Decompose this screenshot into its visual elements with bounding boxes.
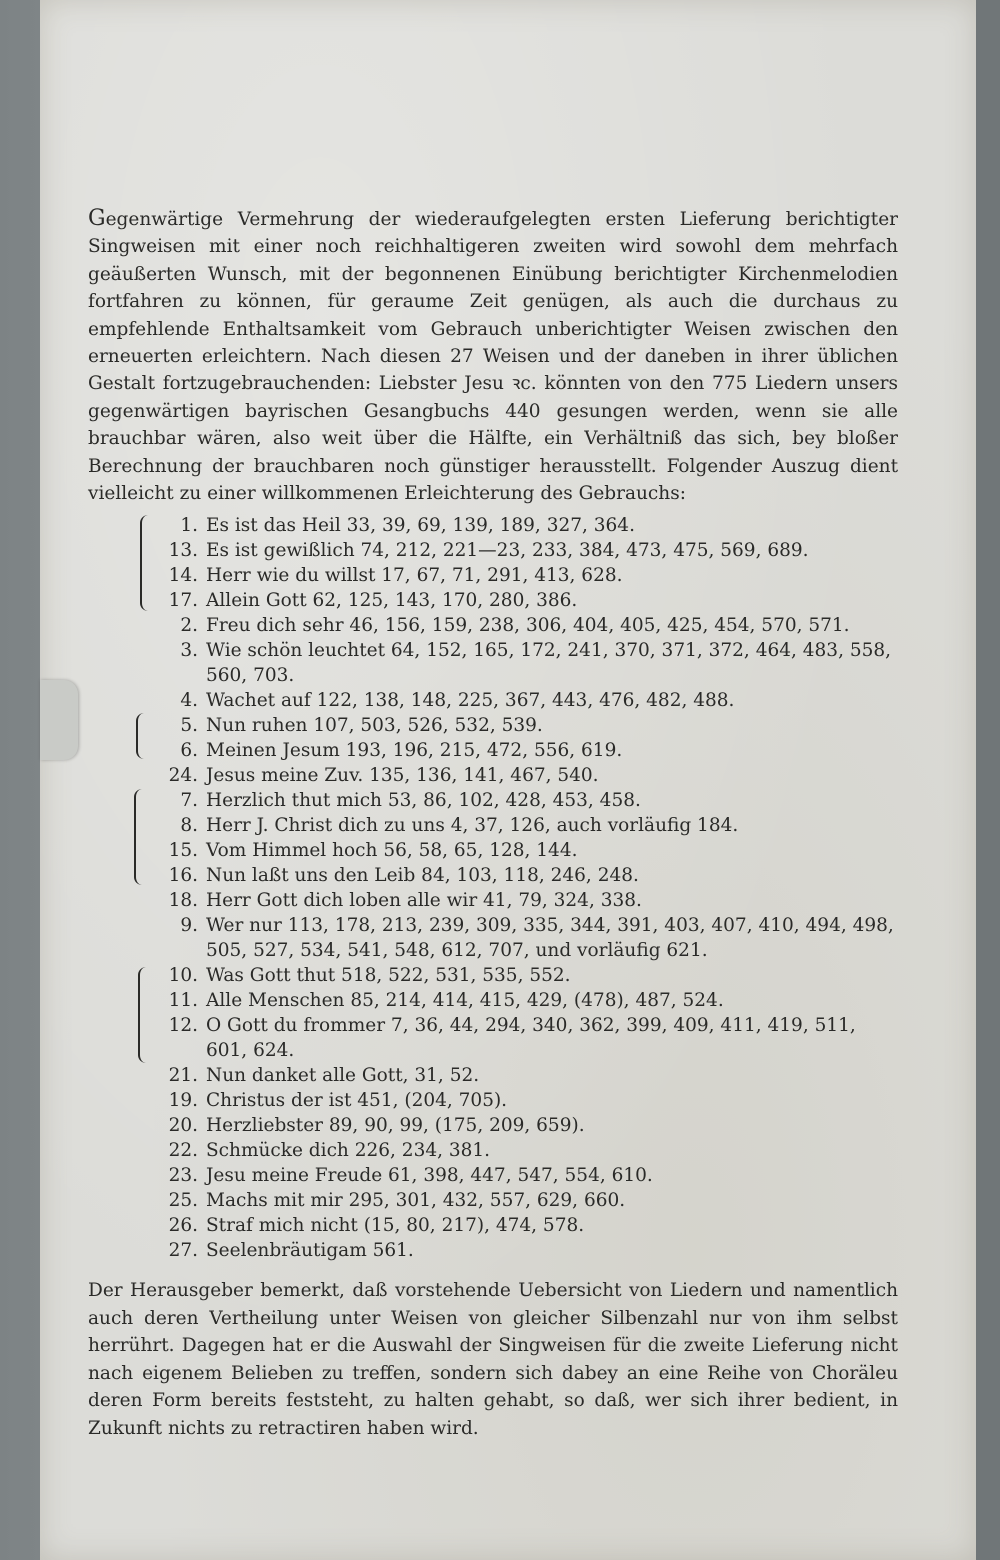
entry-number: 20. <box>168 1115 198 1137</box>
closing-paragraph: Der Herausgeber bemerkt, daß vorstehende Uebersicht von Liedern und namentlich auch deren Vertheilung unter Weisen von gleicher Silbenzahl nur von ihm selbst herrührt. Dagegen hat er die Auswahl der Singweisen für die zweite Lieferung nicht nach eigenem Belieben zu treffen, sondern sich dabey an eine Reihe von Choräleu deren Form bereits feststeht, zu halten gehabt, so daß, wer sich ihrer bedient, in Zukunft nichts zu retractiren haben wird. <box>88 1280 898 1439</box>
list-item <box>88 888 898 913</box>
list-item <box>88 713 898 738</box>
list-item <box>88 813 898 838</box>
entry-text: Was Gott thut 518, 522, 531, 535, 552. <box>206 965 571 987</box>
intro-paragraph <box>88 205 898 507</box>
entry-number: 12. <box>168 1015 198 1037</box>
intro-text: egenwärtige Vermehrung der wiederaufgelegten ersten Lieferung berichtigter Singweisen mit einer noch reichhaltigeren zweiten wird sowohl dem mehrfach geäußerten Wunsch, mit der begonnenen Einübung berichtigter Kirchenmelodien fortfahren zu können, für geraume Zeit genügen, als auch die durchaus zu empfehlende Enthaltsamkeit vom Gebrauch unberichtigter Weisen zwischen den erneuerten erleichtern. Nach diesen 27 Weisen und der daneben in ihrer üblichen Gestalt fortzugebrauchenden: Liebster Jesu ꝛc. könnten von den 775 Liedern unsers gegenwärtigen bayrischen Gesangbuchs 440 gesungen werden, wenn sie alle brauchbar wären, also weit über die Hälfte, ein Verhältniß das sich, bey bloßer Berechnung der brauchbaren noch günstiger herausstellt. Folgender Auszug dient vielleicht zu einer willkommenen Erleichterung des Gebrauchs: <box>88 209 898 505</box>
entry-number: 19. <box>168 1090 198 1112</box>
list-item <box>88 588 898 613</box>
entry-number: 18. <box>168 890 198 912</box>
entry-number: 4. <box>180 690 198 712</box>
entry-text: Es ist das Heil 33, 39, 69, 139, 189, 327, 364. <box>206 515 635 537</box>
entry-number: 14. <box>168 565 198 587</box>
list-item <box>88 563 898 588</box>
entry-number: 11. <box>168 990 198 1012</box>
entry-text: Es ist gewißlich 74, 212, 221—23, 233, 384, 473, 475, 569, 689. <box>206 540 809 562</box>
entry-number: 2. <box>180 615 198 637</box>
list-item <box>88 638 898 688</box>
entry-number: 3. <box>180 640 198 662</box>
entry-number: 9. <box>180 915 198 937</box>
list-item <box>88 913 898 963</box>
list-item <box>88 988 898 1013</box>
list-item <box>88 1188 898 1213</box>
entry-text: Nun danket alle Gott, 31, 52. <box>206 1065 480 1087</box>
list-item <box>88 688 898 713</box>
list-item <box>88 1063 898 1088</box>
entry-number: 6. <box>180 740 198 762</box>
hymn-list <box>88 513 898 1263</box>
list-item <box>88 1113 898 1138</box>
entry-text: Seelenbräutigam 561. <box>206 1240 414 1262</box>
entry-number: 1. <box>180 515 198 537</box>
list-item <box>88 1213 898 1238</box>
entry-number: 5. <box>180 715 198 737</box>
entry-text: Wie schön leuchtet 64, 152, 165, 172, 241, 370, 371, 372, 464, 483, 558, 560, 703. <box>206 640 892 687</box>
entry-number: 27. <box>168 1240 198 1262</box>
list-item <box>88 613 898 638</box>
list-item <box>88 1138 898 1163</box>
page-curl <box>40 680 78 760</box>
entry-number: 23. <box>168 1165 198 1187</box>
entry-text: Wachet auf 122, 138, 148, 225, 367, 443, 476, 482, 488. <box>206 690 735 712</box>
entry-text: Herr wie du willst 17, 67, 71, 291, 413, 628. <box>206 565 623 587</box>
list-item <box>88 1163 898 1188</box>
entry-text: Herr Gott dich loben alle wir 41, 79, 324, 338. <box>206 890 642 912</box>
list-item <box>88 1238 898 1263</box>
list-item <box>88 788 898 813</box>
entry-text: Vom Himmel hoch 56, 58, 65, 128, 144. <box>206 840 578 862</box>
page-text <box>88 205 898 1442</box>
entry-text: O Gott du frommer 7, 36, 44, 294, 340, 362, 399, 409, 411, 419, 511, 601, 624. <box>206 1015 856 1062</box>
entry-number: 7. <box>180 790 198 812</box>
entry-number: 15. <box>168 840 198 862</box>
entry-number: 8. <box>180 815 198 837</box>
entry-text: Freu dich sehr 46, 156, 159, 238, 306, 404, 405, 425, 454, 570, 571. <box>206 615 850 637</box>
list-item <box>88 763 898 788</box>
list-item <box>88 538 898 563</box>
entry-number: 17. <box>168 590 198 612</box>
entry-text: Machs mit mir 295, 301, 432, 557, 629, 660. <box>206 1190 626 1212</box>
list-item <box>88 863 898 888</box>
entry-number: 24. <box>168 765 198 787</box>
entry-text: Nun ruhen 107, 503, 526, 532, 539. <box>206 715 543 737</box>
entry-number: 10. <box>168 965 198 987</box>
list-item <box>88 838 898 863</box>
entry-number: 13. <box>168 540 198 562</box>
list-item <box>88 513 898 538</box>
entry-text: Christus der ist 451, (204, 705). <box>206 1090 508 1112</box>
list-item <box>88 963 898 988</box>
intro-dropcap: G <box>88 206 106 231</box>
entry-number: 26. <box>168 1215 198 1237</box>
entry-text: Alle Menschen 85, 214, 414, 415, 429, (478), 487, 524. <box>206 990 724 1012</box>
list-item <box>88 1088 898 1113</box>
entry-text: Allein Gott 62, 125, 143, 170, 280, 386. <box>206 590 578 612</box>
entry-text: Schmücke dich 226, 234, 381. <box>206 1140 491 1162</box>
entry-text: Wer nur 113, 178, 213, 239, 309, 335, 344, 391, 403, 407, 410, 494, 498, 505, 527, 534, 541, 548, 612, 707, und vorläufig 621. <box>206 915 894 962</box>
entry-number: 25. <box>168 1190 198 1212</box>
entry-text: Herzliebster 89, 90, 99, (175, 209, 659). <box>206 1115 585 1137</box>
entry-text: Meinen Jesum 193, 196, 215, 472, 556, 619. <box>206 740 623 762</box>
entry-text: Jesu meine Freude 61, 398, 447, 547, 554, 610. <box>206 1165 653 1187</box>
entry-text: Herr J. Christ dich zu uns 4, 37, 126, auch vorläufig 184. <box>206 815 739 837</box>
list-item <box>88 1013 898 1063</box>
entry-number: 21. <box>168 1065 198 1087</box>
list-item <box>88 738 898 763</box>
entry-text: Nun laßt uns den Leib 84, 103, 118, 246, 248. <box>206 865 639 887</box>
entry-text: Straf mich nicht (15, 80, 217), 474, 578. <box>206 1215 585 1237</box>
entry-number: 16. <box>168 865 198 887</box>
entry-text: Herzlich thut mich 53, 86, 102, 428, 453, 458. <box>206 790 641 812</box>
entry-number: 22. <box>168 1140 198 1162</box>
scan-edge <box>976 0 1000 1560</box>
entry-text: Jesus meine Zuv. 135, 136, 141, 467, 540. <box>206 765 599 787</box>
